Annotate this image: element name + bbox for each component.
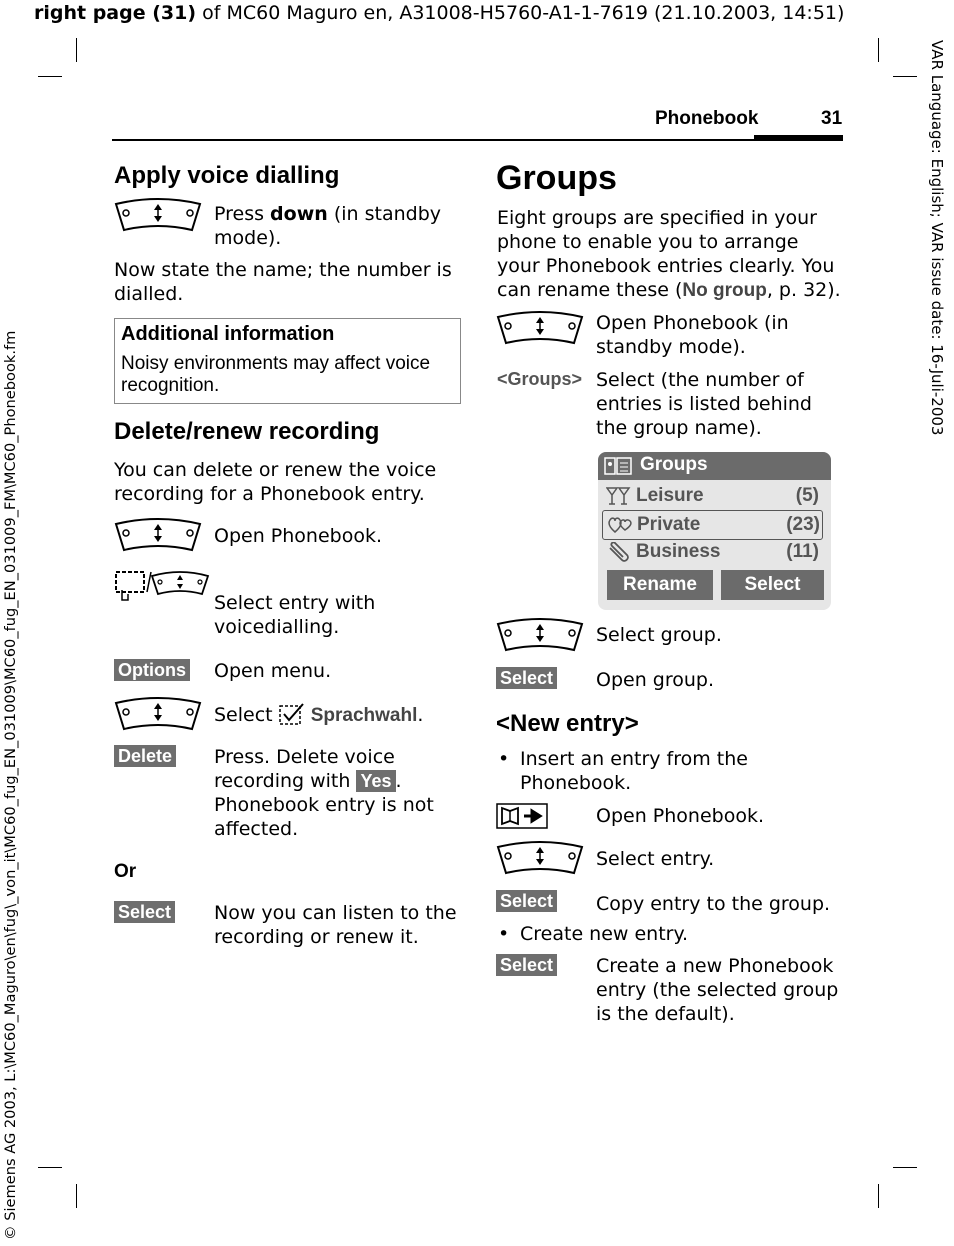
select-word: Select <box>214 704 279 726</box>
rename-softkey[interactable]: Rename <box>607 570 713 600</box>
file-info-text: of MC60 Maguro en, A31008-H5760-A1-1-7619 (21.10.2003, 14:51) <box>196 2 845 24</box>
step-select-group: Select group. <box>596 624 722 646</box>
crop-mark <box>76 1184 77 1208</box>
groups-step-open-phonebook: Open Phonebook (in standby mode). <box>596 312 789 358</box>
file-page-label: right page (31) <box>34 2 197 24</box>
additional-info-box <box>114 318 461 404</box>
bullet-marker: • <box>498 923 510 945</box>
options-softkey[interactable] <box>114 659 190 681</box>
bullet-insert-entry: Insert an entry from the Phonebook. <box>520 748 748 794</box>
navigation-key-icon <box>496 841 584 877</box>
yes-softkey[interactable]: Yes <box>356 770 395 792</box>
hearts-icon <box>607 515 635 535</box>
select-softkey[interactable] <box>496 954 557 976</box>
checkbox-checked-icon <box>279 702 305 726</box>
groups-heading: Groups <box>496 159 617 197</box>
or-label: Or <box>114 861 137 882</box>
no-group-option: No group <box>682 280 767 301</box>
crop-mark <box>38 76 62 77</box>
select-softkey-label: Select <box>114 901 175 923</box>
delete-paragraph: You can delete or renew the voice recording for a Phonebook entry. <box>114 459 437 505</box>
delete-step-select-entry: Select entry with voicedialling. <box>214 592 376 638</box>
listen-renew-description: Now you can listen to the recording or renew it. <box>214 902 457 948</box>
phonebook-groups-icon <box>604 456 634 476</box>
crop-mark <box>878 38 879 62</box>
delete-step-description <box>214 745 454 841</box>
step-copy-entry: Copy entry to the group. <box>596 893 831 915</box>
select-softkey-label: Select <box>496 890 557 912</box>
apply-paragraph: Now state the name; the number is dialled. <box>114 259 452 305</box>
new-entry-heading: <New entry> <box>496 710 639 737</box>
bullet-create-entry: Create new entry. <box>520 923 689 945</box>
navigation-key-icon <box>496 311 584 347</box>
phone-screen-groups <box>598 452 831 610</box>
groups-step-select-description: Select (the number of entries is listed behind the group name). <box>596 369 812 439</box>
apply-step-1-text <box>214 202 454 250</box>
group-row-business[interactable] <box>602 538 821 566</box>
select-softkey[interactable] <box>496 667 557 689</box>
step-open-phonebook-2: Open Phonebook. <box>596 805 764 827</box>
info-title: Additional information <box>121 323 335 345</box>
bullet-marker: • <box>498 748 510 770</box>
keypad-or-navigation-key-icon <box>114 570 210 604</box>
screen-title-bar <box>598 452 831 480</box>
delete-step-open-menu: Open menu. <box>214 660 332 682</box>
group-count: (11) <box>786 541 819 562</box>
crop-mark <box>893 1167 917 1168</box>
step-select-entry: Select entry. <box>596 848 715 870</box>
group-count: (5) <box>795 485 819 506</box>
select-period: . <box>417 704 424 726</box>
group-label: Business <box>636 541 721 562</box>
delete-softkey[interactable] <box>114 745 176 767</box>
navigation-key-icon <box>114 198 202 234</box>
step-open-group: Open group. <box>596 669 715 691</box>
group-count: (23) <box>786 514 820 535</box>
options-softkey-label: Options <box>114 659 190 681</box>
select-softkey[interactable] <box>114 901 175 923</box>
select-softkey[interactable]: Select <box>721 570 824 600</box>
paperclip-icon <box>606 542 632 562</box>
phonebook-key-icon <box>496 803 548 829</box>
screen-title: Groups <box>640 454 708 475</box>
group-row-private[interactable] <box>602 510 823 540</box>
apply-step-post: (in standby mode). <box>214 203 441 249</box>
groups-intro-paragraph <box>497 206 842 303</box>
sprachwahl-option: Sprachwahl <box>310 705 418 726</box>
group-row-leisure[interactable] <box>602 482 821 510</box>
navigation-key-icon <box>114 518 202 554</box>
running-head-section: Phonebook <box>655 108 759 129</box>
cocktail-glasses-icon <box>606 486 632 506</box>
header-rule-tab <box>754 135 843 141</box>
delete-step-select-sprachwahl <box>214 702 423 728</box>
navigation-key-icon <box>114 697 202 733</box>
page-number: 31 <box>821 108 843 129</box>
groups-intro-part-1: Eight groups are specified in your phone to enable you to arrange your Phonebook entries clearly. You can rename these ( <box>497 207 835 301</box>
down-word: down <box>270 203 328 225</box>
crop-mark <box>76 38 77 62</box>
file-path-note: © Siemens AG 2003, L:\MC60_Maguro\en\fug\_von_it\MC60_fug_EN_031009\MC60_fug_EN_031009_FM\MC60_Phonebook.fm <box>2 330 19 1240</box>
info-body: Noisy environments may affect voice recognition. <box>121 353 431 396</box>
select-softkey-label: Select <box>496 667 557 689</box>
step-create-entry: Create a new Phonebook entry (the selected group is the default). <box>596 955 839 1025</box>
delete-softkey-label: Delete <box>114 745 176 767</box>
group-label: Leisure <box>636 485 704 506</box>
delete-renew-heading: Delete/renew recording <box>114 418 380 445</box>
select-softkey-label: Select <box>496 954 557 976</box>
delete-step-open-phonebook: Open Phonebook. <box>214 525 382 547</box>
group-label: Private <box>637 514 701 535</box>
var-language-note: VAR Language: English; VAR issue date: 16-Juli-2003 <box>928 40 946 436</box>
select-softkey[interactable] <box>496 890 557 912</box>
groups-menu-key[interactable]: <Groups> <box>497 369 583 389</box>
header-rule <box>112 139 843 141</box>
file-info-line <box>34 2 844 24</box>
apply-step-pre: Press <box>214 203 271 225</box>
delete-desc-part-1: Press. Delete voice recording with <box>214 746 395 792</box>
crop-mark <box>878 1184 879 1208</box>
apply-voice-dialling-heading: Apply voice dialling <box>114 162 340 189</box>
crop-mark <box>38 1167 62 1168</box>
crop-mark <box>893 76 917 77</box>
delete-desc-part-2: . Phonebook entry is not affected. <box>214 770 434 840</box>
groups-intro-part-2: , p. 32). <box>766 279 841 301</box>
navigation-key-icon <box>496 618 584 654</box>
